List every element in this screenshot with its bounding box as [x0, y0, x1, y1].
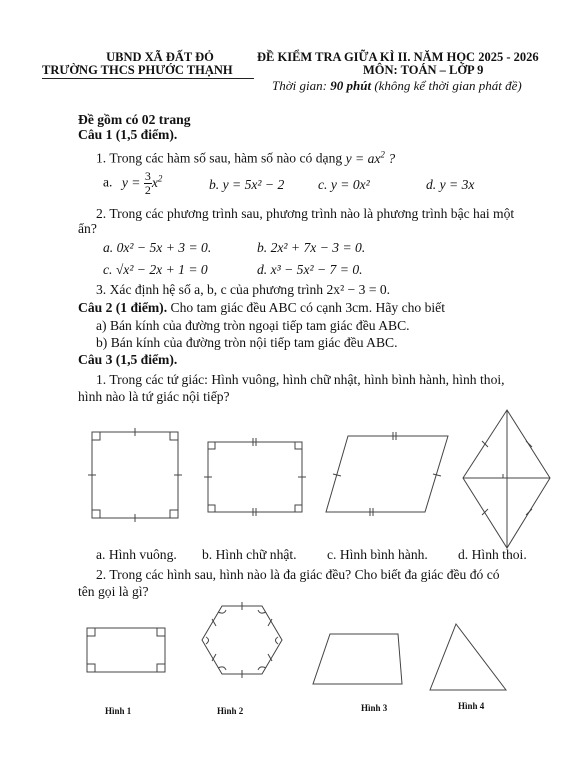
q1-equation-c: c. √x² − 2x + 1 = 0: [103, 262, 208, 277]
figure-1-caption: Hình 1: [105, 706, 132, 716]
q1-option-a: a. y = $\frac{3}{2}$ $x^2$: [103, 169, 163, 197]
q1-option-d: d. y = 3x: [426, 177, 475, 192]
q2-part-a: a) Bán kính của đường tròn ngoại tiếp tam giác đều ABC.: [96, 318, 410, 333]
time-note: (không kể thời gian phát đề): [374, 78, 522, 93]
figure-4-triangle: [430, 624, 506, 690]
q1-option-a-label: a.: [103, 174, 113, 190]
q1-part2-line1: 2. Trong các phương trình sau, phương trình nào là phương trình bậc hai một: [96, 206, 515, 221]
exam-subject: MÔN: TOÁN – LỚP 9: [363, 63, 484, 77]
exam-title: ĐỀ KIỂM TRA GIỮA KÌ II. NĂM HỌC 2025 - 2026: [257, 50, 539, 64]
figure-3-caption: Hình 3: [361, 703, 388, 713]
q1-part1-formula: $y = ax^2$ ?: [345, 149, 396, 166]
q3-part1-line1: 1. Trong các tứ giác: Hình vuông, hình chữ nhật, hình bình hành, hình thoi,: [96, 372, 505, 387]
figure-2-caption: Hình 2: [217, 706, 244, 716]
q1-part1-text: 1. Trong các hàm số sau, hàm số nào có dạng: [96, 150, 343, 166]
q2-title: Câu 2 (1 điểm).: [78, 300, 168, 315]
q3-part2-line1: 2. Trong các hình sau, hình nào là đa giác đều? Cho biết đa giác đều đó có: [96, 567, 500, 582]
q3-option-b: b. Hình chữ nhật.: [202, 547, 297, 562]
fraction: $\frac{3}{2}$: [144, 169, 151, 197]
figure-3-trapezoid: [313, 634, 402, 684]
q1-equation-b: b. 2x² + 7x − 3 = 0.: [257, 240, 366, 255]
school-name: TRƯỜNG THCS PHƯỚC THẠNH: [42, 63, 233, 77]
q3-title: Câu 3 (1,5 điểm).: [78, 352, 178, 367]
q1-title: Câu 1 (1,5 điểm).: [78, 127, 178, 142]
q2-text: Cho tam giác đều ABC có cạnh 3cm. Hãy cho biết: [170, 300, 445, 315]
q3-part2-line2: tên gọi là gì?: [78, 584, 149, 599]
school-authority: UBND XÃ ĐẤT ĐỎ: [106, 50, 214, 64]
figure-1-rectangle: [87, 628, 165, 672]
time-value: 90 phút: [330, 78, 372, 93]
page-count-note: Đề gồm có 02 trang: [78, 112, 191, 127]
q1-part2-line2: ẩn?: [78, 221, 97, 236]
q1-equation-d: d. x³ − 5x² − 7 = 0.: [257, 262, 363, 277]
figure-4-caption: Hình 4: [458, 701, 485, 711]
q1-part3: 3. Xác định hệ số a, b, c của phương trình 2x² − 3 = 0.: [96, 282, 391, 297]
time-label: Thời gian:: [272, 78, 327, 93]
q3-option-d: d. Hình thoi.: [458, 547, 527, 562]
q3-part1-line2: hình nào là tứ giác nội tiếp?: [78, 389, 230, 404]
q1-option-b: b. y = 5x² − 2: [209, 177, 285, 192]
q2-part-b: b) Bán kính của đường tròn nội tiếp tam giác đều ABC.: [96, 335, 398, 350]
q3-option-c: c. Hình bình hành.: [327, 547, 428, 562]
q3-option-a: a. Hình vuông.: [96, 547, 177, 562]
q1-equation-a: a. 0x² − 5x + 3 = 0.: [103, 240, 212, 255]
q1-option-c: c. y = 0x²: [318, 177, 370, 192]
figure-2-hexagon: [202, 602, 282, 678]
